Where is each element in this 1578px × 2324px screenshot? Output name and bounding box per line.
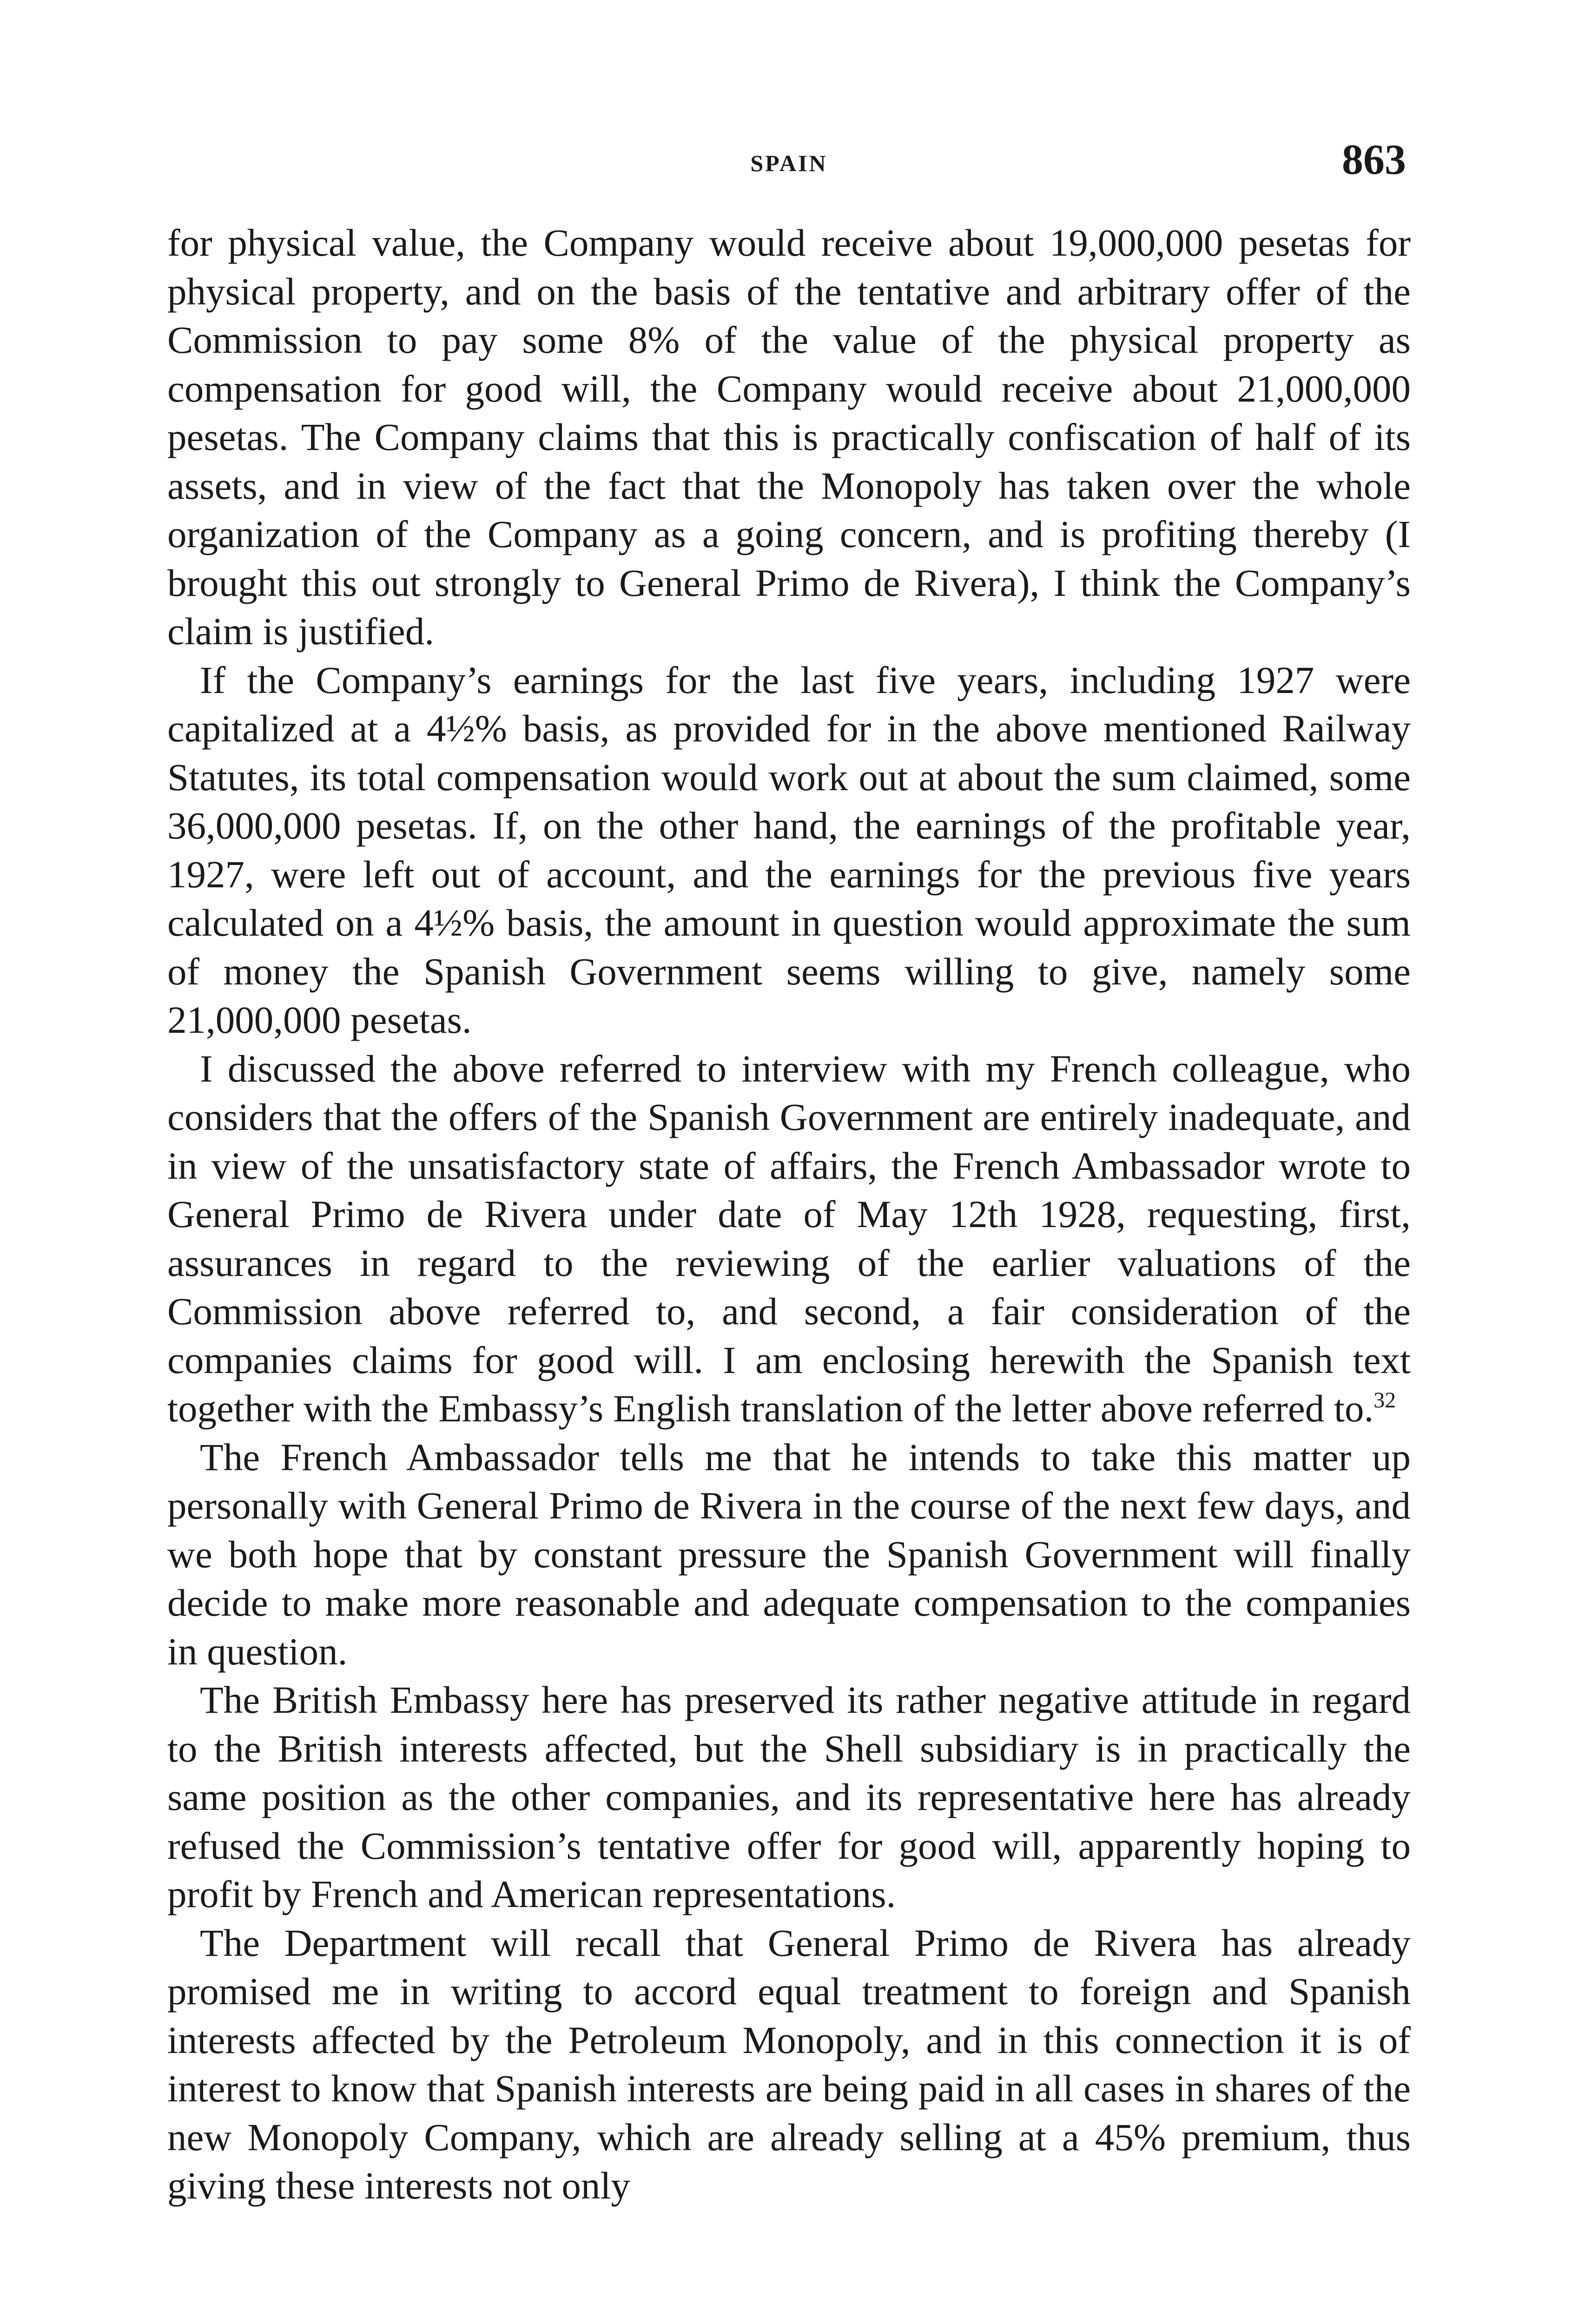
- running-title: SPAIN: [750, 150, 828, 176]
- page-number: 863: [1342, 136, 1406, 183]
- paragraph-earnings: If the Company’s earnings for the last five years, including 1927 were capitalized at a 4½% basis, as provided for in the above mentioned Railway Statutes, its total compensation would work out at about the sum claimed, some 36,000,000 pesetas. If, on the other hand, the earnings of the profitable year, 1927, were left out of account, and the earnings for the previous five years calculated on a 4½% basis, the amount in question would approximate the sum of money the Spanish Government seems willing to give, namely some 21,000,000 pesetas.: [167, 658, 1411, 1041]
- body-text: [167, 218, 1411, 2210]
- footnote-reference: 32: [1373, 1388, 1396, 1413]
- paragraph-continued: for physical value, the Company would receive about 19,000,000 pesetas for physical property, and on the basis of the tentative and arbitrary offer of the Commission to pay some 8% of the value of the physical property as compensation for good will, the Company would receive about 21,000,000 pesetas. The Company claims that this is practically confiscation of half of its assets, and in view of the fact that the Monopoly has taken over the whole organization of the Company as a going concern, and is profiting thereby (I brought this out strongly to General Primo de Rivera), I think the Company’s claim is justified.: [167, 221, 1411, 653]
- paragraph-department: The Department will recall that General Primo de Rivera has already promised me in writing to accord equal treatment to foreign and Spanish interests affected by the Petroleum Monopoly, and in this connection it is of interest to know that Spanish interests are being paid in all cases in shares of the new Monopoly Company, which are already selling at a 45% premium, thus giving these interests not only: [167, 1921, 1411, 2207]
- paragraph-french-colleague-text: I discussed the above referred to interview with my French colleague, who considers that the offers of the Spanish Government are entirely inadequate, and in view of the unsatisfactory state of affairs, the French Ambassador wrote to General Primo de Rivera under date of May 12th 1928, requesting, first, assurances in regard to the reviewing of the earlier valuations of the Commission above referred to, and second, a fair consideration of the companies claims for good will. I am enclosing herewith the Spanish text together with the Embassy’s English translation of the letter above referred to.: [167, 1047, 1411, 1430]
- running-head: [167, 135, 1411, 191]
- paragraph-french-colleague: [167, 1044, 1411, 1433]
- paragraph-french-ambassador: The French Ambassador tells me that he intends to take this matter up personally with General Primo de Rivera in the course of the next few days, and we both hope that by constant pressure the Spanish Government will finally decide to make more reasonable and adequate compensation to the companies in question.: [167, 1435, 1411, 1673]
- paragraph-british-embassy: The British Embassy here has preserved its rather negative attitude in regard to the British interests affected, but the Shell subsidiary is in practically the same position as the other companies, and its representative here has already refused the Commission’s tentative offer for good will, apparently hoping to profit by French and American representations.: [167, 1678, 1411, 1915]
